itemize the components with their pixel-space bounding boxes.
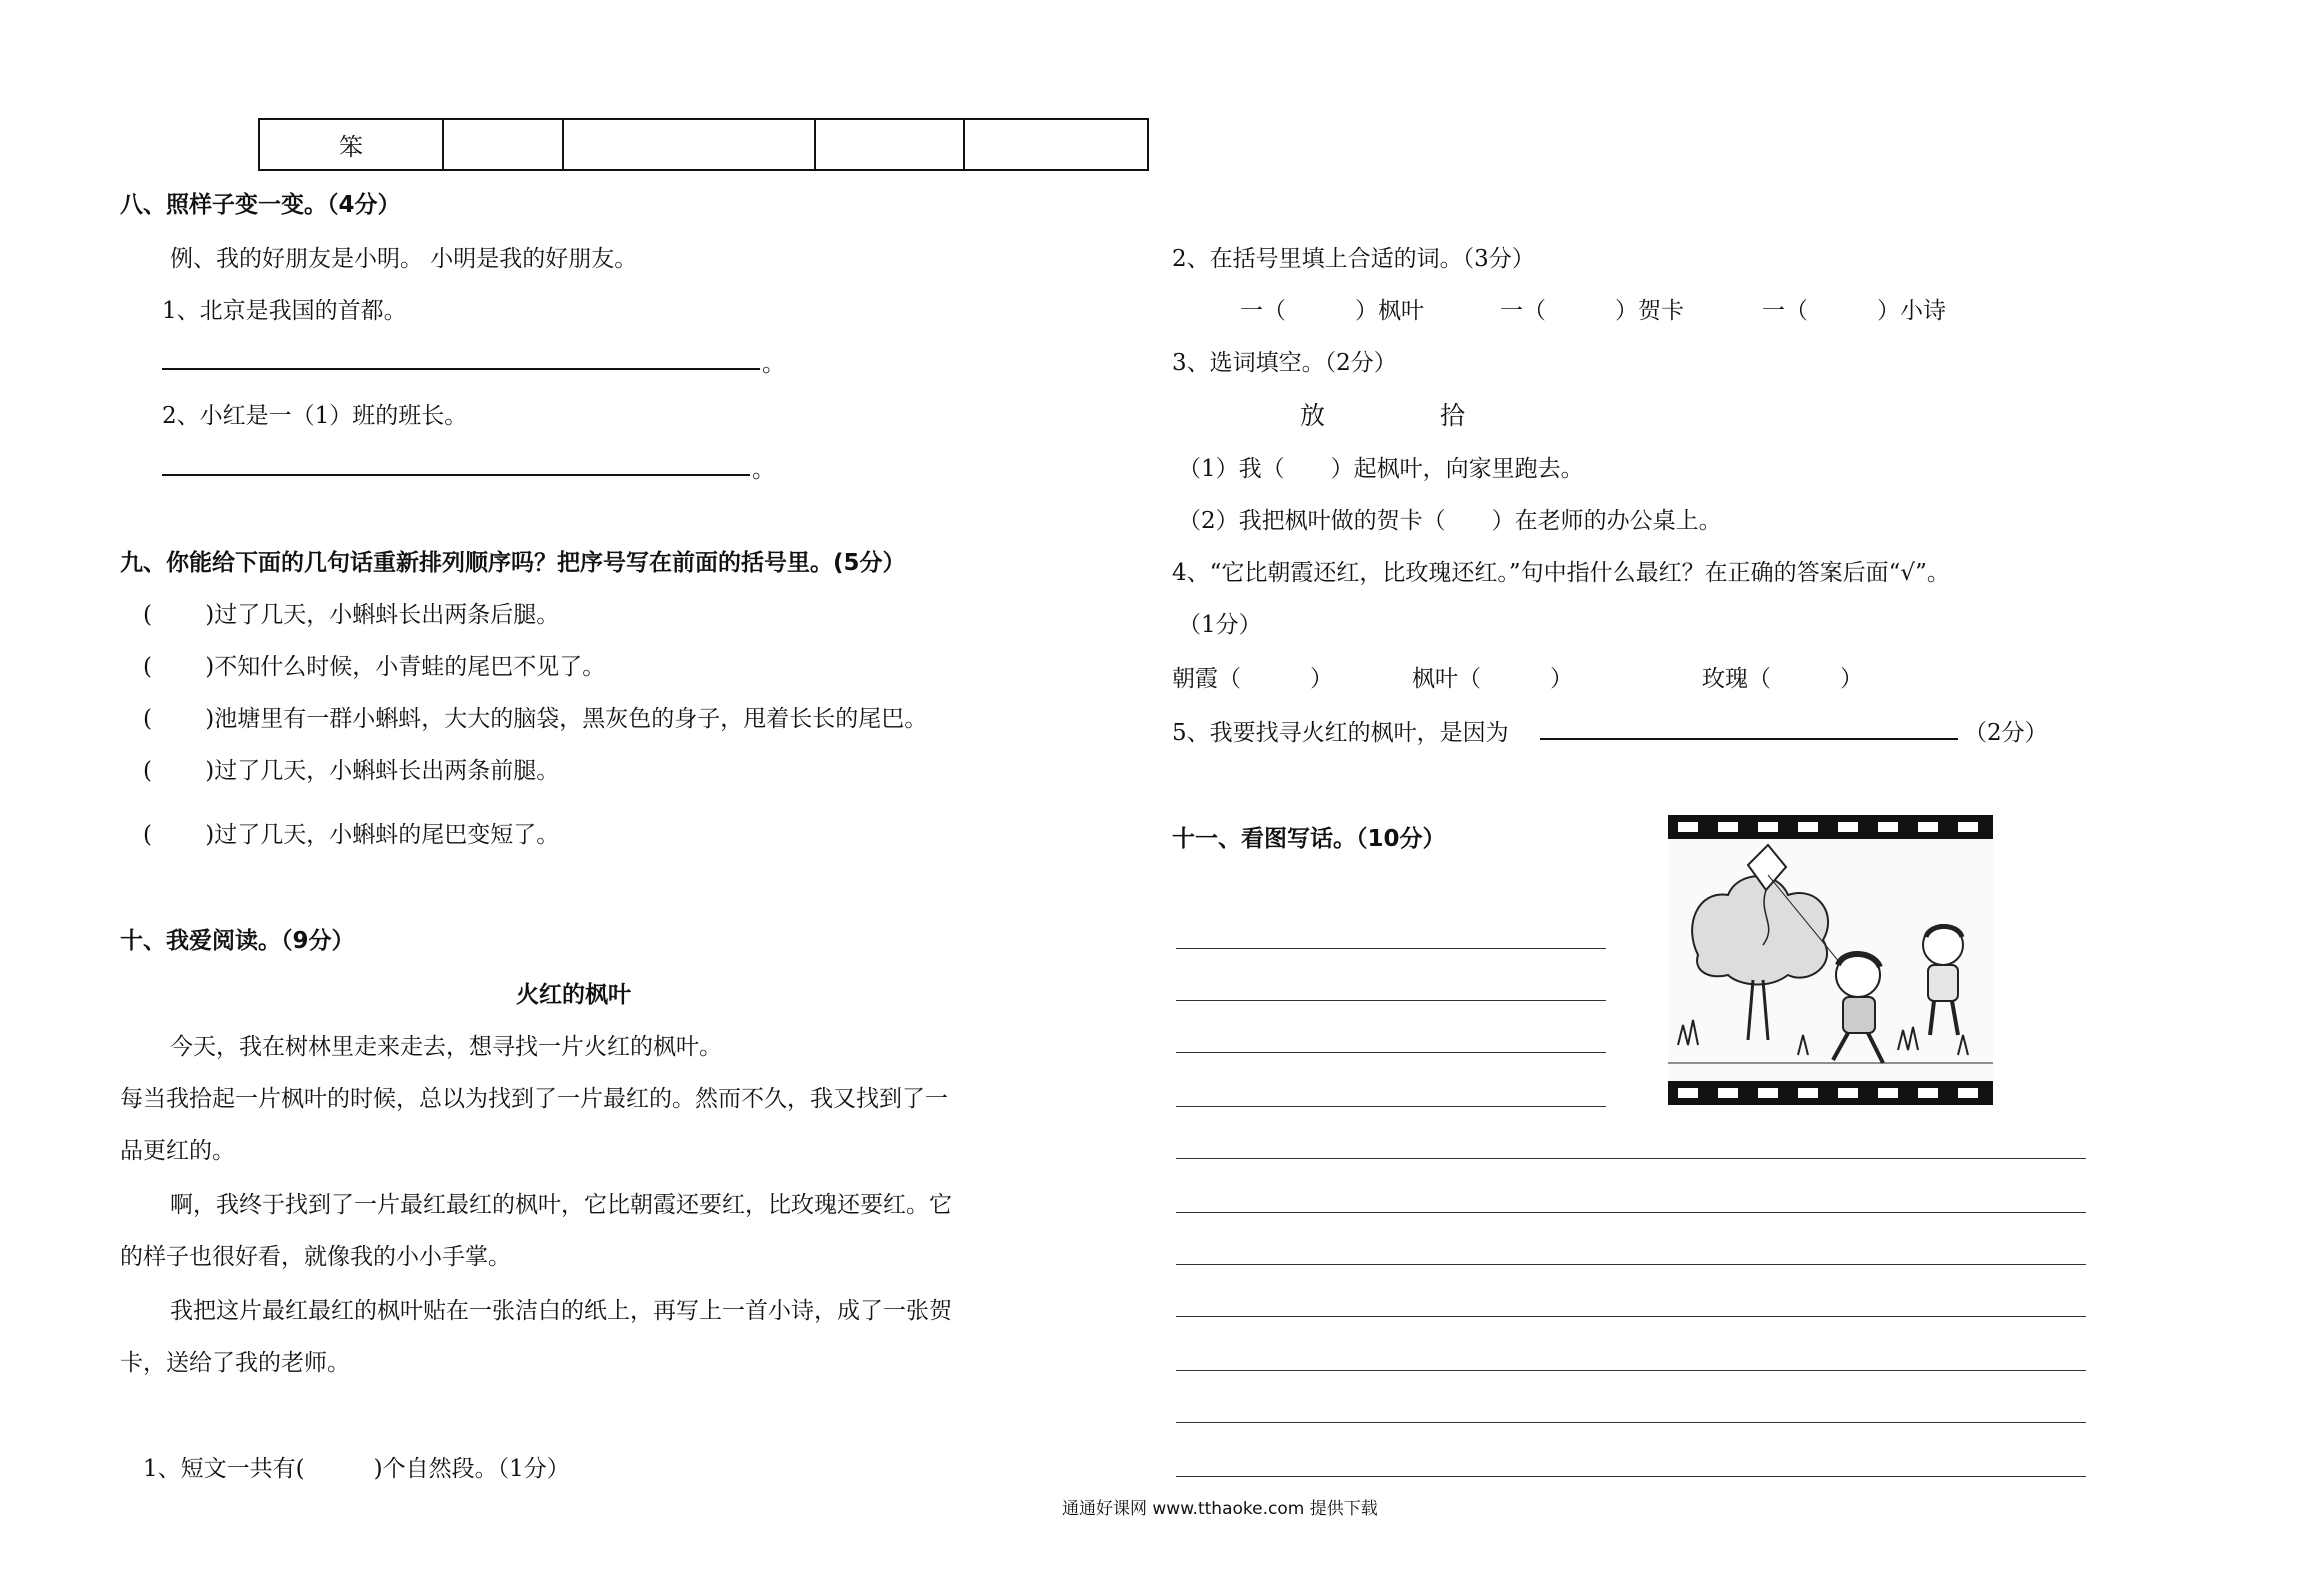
table-cell[interactable] xyxy=(815,119,964,170)
q2-item: 一（ ）小诗 xyxy=(1762,298,1946,324)
story-line: 我把这片最红最红的枫叶贴在一张洁白的纸上，再写上一首小诗，成了一张贺 xyxy=(170,1298,952,1324)
table-cell[interactable] xyxy=(964,119,1148,170)
writing-line[interactable] xyxy=(1176,1106,1606,1107)
writing-line[interactable] xyxy=(1176,1000,1606,1001)
table-cell: 笨 xyxy=(259,119,443,170)
table-cell[interactable] xyxy=(563,119,815,170)
section-10-title: 十、我爱阅读。（9分） xyxy=(120,928,355,954)
q3-sentence-2: （2）我把枫叶做的贺卡（ ）在老师的办公桌上。 xyxy=(1178,508,1722,534)
story-line: 每当我拾起一片枫叶的时候，总以为找到了一片最红的。然而不久，我又找到了一 xyxy=(120,1086,948,1112)
q2-item: 一（ ）贺卡 xyxy=(1500,298,1684,324)
writing-line[interactable] xyxy=(1176,1476,2086,1477)
line-period: 。 xyxy=(752,457,775,483)
story-title: 火红的枫叶 xyxy=(516,982,631,1008)
section-8-example: 例、我的好朋友是小明。 小明是我的好朋友。 xyxy=(170,246,638,272)
right-q3: 3、选词填空。（2分） xyxy=(1172,350,1397,376)
q3-sentence-1: （1）我（ ）起枫叶，向家里跑去。 xyxy=(1178,456,1584,482)
answer-line[interactable] xyxy=(162,474,750,476)
section-8-title: 八、照样子变一变。（4分） xyxy=(120,192,401,218)
story-line: 卡，送给了我的老师。 xyxy=(120,1350,350,1376)
ordering-item: ( )过了几天，小蝌蚪长出两条后腿。 xyxy=(143,602,560,628)
writing-line[interactable] xyxy=(1176,1052,1606,1053)
section-11-title: 十一、看图写话。（10分） xyxy=(1172,826,1446,852)
writing-line[interactable] xyxy=(1176,1422,2086,1423)
writing-line[interactable] xyxy=(1176,948,1606,949)
story-line: 的样子也很好看，就像我的小小手掌。 xyxy=(120,1244,511,1270)
q3-word: 拾 xyxy=(1440,401,1466,430)
story-line: 今天，我在树林里走来走去，想寻找一片火红的枫叶。 xyxy=(170,1034,722,1060)
writing-line[interactable] xyxy=(1176,1316,2086,1317)
table-cell[interactable] xyxy=(443,119,563,170)
story-line: 啊，我终于找到了一片最红最红的枫叶，它比朝霞还要红，比玫瑰还要红。它 xyxy=(170,1192,952,1218)
reading-q1: 1、短文一共有( )个自然段。（1分） xyxy=(143,1456,570,1482)
q2-item: 一（ ）枫叶 xyxy=(1240,298,1424,324)
writing-line[interactable] xyxy=(1176,1264,2086,1265)
story-line: 品更红的。 xyxy=(120,1138,235,1164)
answer-line[interactable] xyxy=(162,368,760,370)
right-q4: 4、“它比朝霞还红，比玫瑰还红。”句中指什么最红？在正确的答案后面“√”。 xyxy=(1172,560,1950,586)
right-q5: 5、我要找寻火红的枫叶，是因为 xyxy=(1172,720,1509,746)
section-9-title: 九、你能给下面的几句话重新排列顺序吗？把序号写在前面的括号里。(5分） xyxy=(120,550,906,576)
footer-credit: 通通好课网 www.tthaoke.com 提供下载 xyxy=(1062,1499,1378,1519)
section-8-q2: 2、小红是一（1）班的班长。 xyxy=(162,403,468,429)
section-8-q1: 1、北京是我国的首都。 xyxy=(162,298,407,324)
ordering-item: ( )不知什么时候，小青蛙的尾巴不见了。 xyxy=(143,654,606,680)
ordering-item: ( )过了几天，小蝌蚪的尾巴变短了。 xyxy=(143,822,560,848)
ordering-item: ( )池塘里有一群小蝌蚪，大大的脑袋，黑灰色的身子，甩着长长的尾巴。 xyxy=(143,706,928,732)
q5-score: （2分） xyxy=(1964,720,2048,746)
q4-option: 玫瑰（ ） xyxy=(1702,666,1863,692)
writing-line[interactable] xyxy=(1176,1212,2086,1213)
answer-table xyxy=(258,118,1149,171)
q4-option: 朝霞（ ） xyxy=(1172,666,1333,692)
writing-line[interactable] xyxy=(1176,1370,2086,1371)
ordering-item: ( )过了几天，小蝌蚪长出两条前腿。 xyxy=(143,758,560,784)
answer-line[interactable] xyxy=(1540,738,1958,740)
q4-score: （1分） xyxy=(1178,612,1262,638)
q4-option: 枫叶（ ） xyxy=(1412,666,1573,692)
kite-illustration xyxy=(1668,815,1993,1105)
q3-word: 放 xyxy=(1300,401,1326,430)
line-period: 。 xyxy=(762,351,785,377)
right-q2: 2、在括号里填上合适的词。（3分） xyxy=(1172,246,1535,272)
writing-line[interactable] xyxy=(1176,1158,2086,1159)
